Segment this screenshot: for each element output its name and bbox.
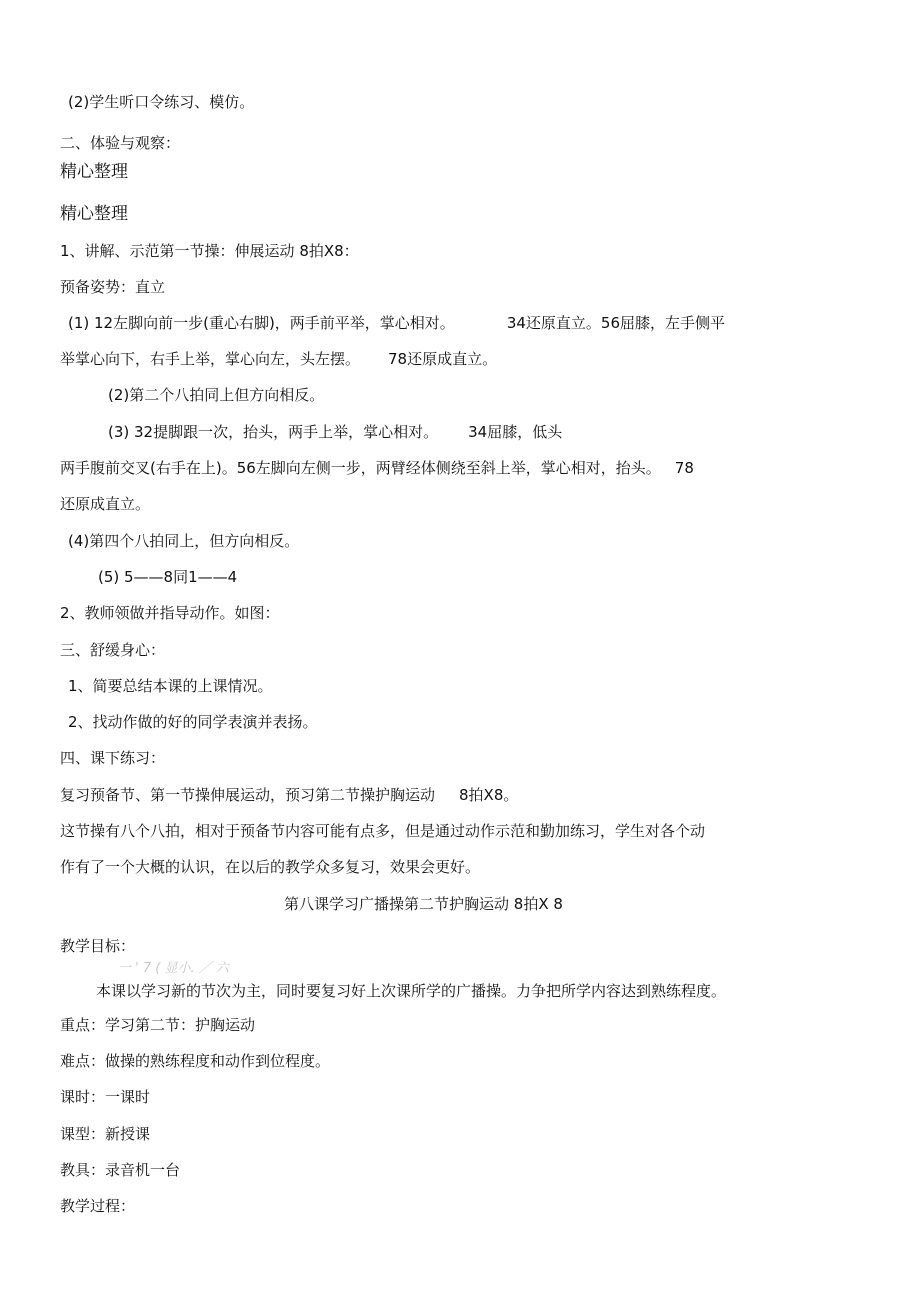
text-part: (3) 32提脚跟一次，抬头，两手上举，掌心相对。 <box>108 423 439 441</box>
text-line: (2)学生听口令练习、模仿。 <box>68 93 255 111</box>
text-line <box>108 422 562 442</box>
text-line <box>68 313 725 333</box>
text-line: 2、找动作做的好的同学表演并表扬。 <box>68 713 318 731</box>
text-line: 教学过程： <box>60 1197 136 1215</box>
text-part: 8拍X8。 <box>459 786 519 804</box>
lesson-title: 第八课学习广播操第二节护胸运动 8拍X 8 <box>284 895 563 913</box>
text-line: 作有了一个大概的认识，在以后的教学众多复习，效果会更好。 <box>60 858 481 876</box>
text-line: 本课以学习新的节次为主，同时要复习好上次课所学的广播操。力争把所学内容达到熟练程度。 <box>96 982 727 1000</box>
text-line: (4)第四个八拍同上，但方向相反。 <box>68 532 300 550</box>
text-part: 78还原成直立。 <box>388 350 498 368</box>
watermark-heading: 精心整理 <box>60 204 128 224</box>
text-line: (5) 5——8同1——4 <box>98 568 238 586</box>
section-heading: 二、体验与观察： <box>60 134 181 152</box>
text-line: 课时：一课时 <box>60 1088 151 1106</box>
text-line: 2、教师领做并指导动作。如图： <box>60 604 280 622</box>
text-line: 1、简要总结本课的上课情况。 <box>68 677 273 695</box>
text-line <box>60 458 694 478</box>
text-part: 78 <box>674 459 694 477</box>
text-part: 两手腹前交叉(右手在上)。56左脚向左侧一步，两臂经体侧绕至斜上举，掌心相对，抬头。 <box>60 459 661 477</box>
faint-text: 一 ' 7 ( 显小. ／ 六 <box>118 961 229 976</box>
text-line: 教学目标： <box>60 937 136 955</box>
text-line: 1、讲解、示范第一节操：伸展运动 8拍X8： <box>60 242 359 260</box>
text-line: 重点：学习第二节：护胸运动 <box>60 1016 256 1034</box>
text-part: 复习预备节、第一节操伸展运动，预习第二节操护胸运动 <box>60 786 436 804</box>
text-line: 这节操有八个八拍，相对于预备节内容可能有点多，但是通过动作示范和勤加练习，学生对各个动 <box>60 822 706 840</box>
text-line <box>60 349 497 369</box>
text-line <box>60 785 518 805</box>
section-heading: 四、课下练习： <box>60 749 166 767</box>
watermark-heading: 精心整理 <box>60 162 128 182</box>
text-line: 难点：做操的熟练程度和动作到位程度。 <box>60 1052 331 1070</box>
text-line: 课型：新授课 <box>60 1125 151 1143</box>
text-part: 34屈膝，低头 <box>468 423 563 441</box>
text-line: 教具：录音机一台 <box>60 1161 181 1179</box>
text-part: 举掌心向下，右手上举，掌心向左，头左摆。 <box>60 350 361 368</box>
section-heading: 三、舒缓身心： <box>60 641 166 659</box>
text-part: (1) 12左脚向前一步(重心右脚)，两手前平举，掌心相对。 <box>68 314 455 332</box>
text-part: 34还原直立。56屈膝，左手侧平 <box>506 314 725 332</box>
text-line: 预备姿势：直立 <box>60 278 166 296</box>
text-line: (2)第二个八拍同上但方向相反。 <box>108 386 325 404</box>
text-line: 还原成直立。 <box>60 495 151 513</box>
